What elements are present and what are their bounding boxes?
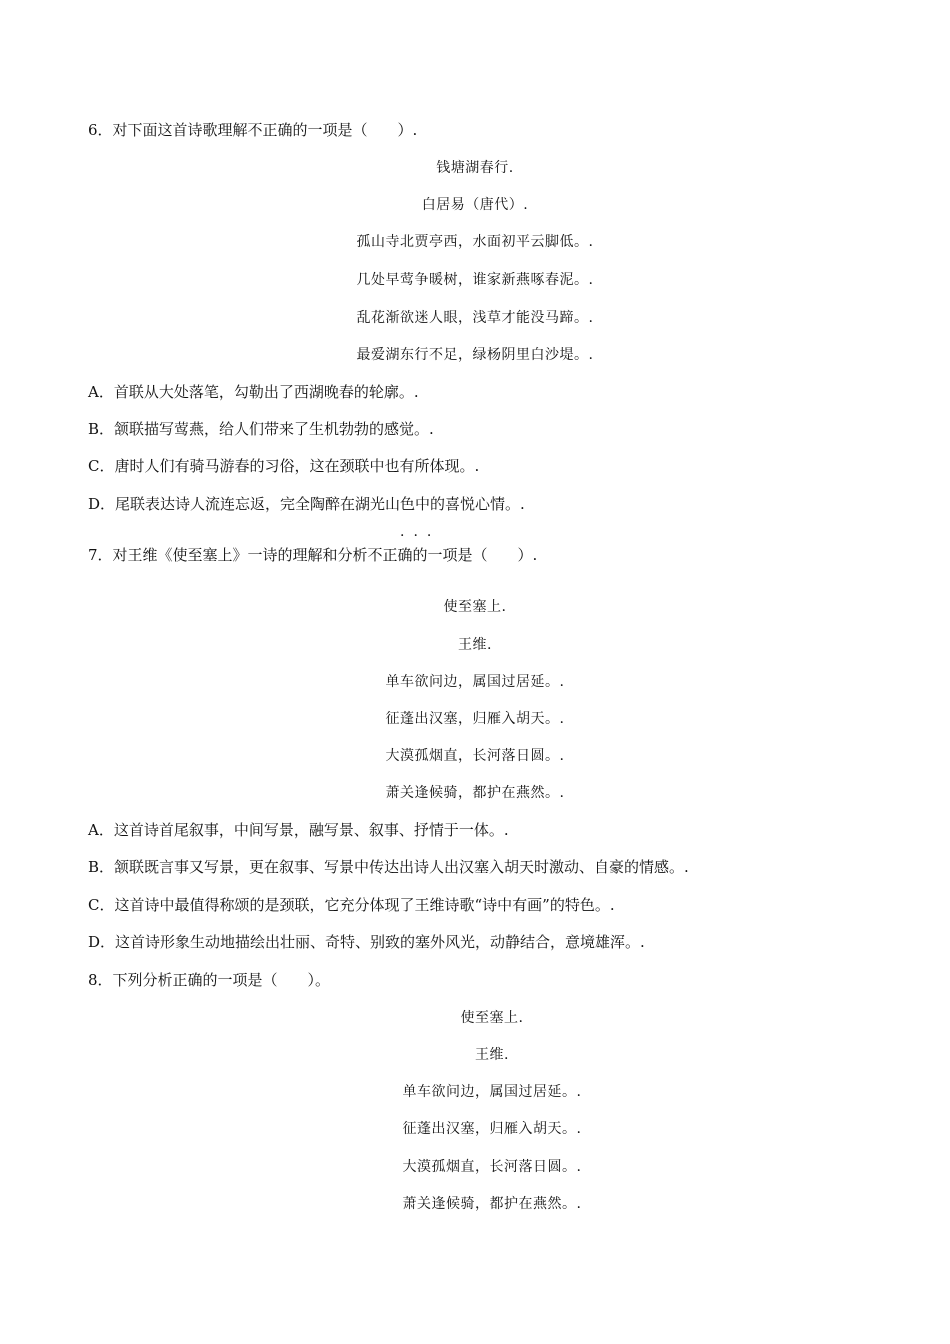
q6-poem-title: 钱塘湖春行. bbox=[436, 160, 514, 176]
q6-poem-line-2: 几处早莺争暖树，谁家新燕啄春泥。. bbox=[356, 272, 594, 288]
q6-option-a: A．首联从大处落笔，勾勒出了西湖晚春的轮廓。. bbox=[88, 383, 419, 401]
q6-poem-line-3: 乱花渐欲迷人眼，浅草才能没马蹄。. bbox=[356, 310, 594, 326]
emphasis-dots: ··· bbox=[400, 528, 441, 544]
q7-poem-line-2: 征蓬出汉塞，归雁入胡天。. bbox=[385, 711, 565, 727]
question-8-stem: 8．下列分析正确的一项是（ ）。 bbox=[88, 971, 331, 989]
q7-option-b: B．颔联既言事又写景，更在叙事、写景中传达出诗人出汉塞入胡天时激动、自豪的情感。. bbox=[88, 858, 689, 876]
q7-option-d: D．这首诗形象生动地描绘出壮丽、奇特、别致的塞外风光，动静结合，意境雄浑。. bbox=[88, 933, 645, 951]
q7-poem-line-3: 大漠孤烟直，长河落日圆。. bbox=[385, 748, 565, 764]
q7-poem-title: 使至塞上. bbox=[443, 599, 507, 615]
q8-poem-author: 王维. bbox=[475, 1047, 509, 1063]
q8-poem-line-1: 单车欲问边，属国过居延。. bbox=[402, 1084, 582, 1100]
q7-option-c: C．这首诗中最值得称颂的是颈联，它充分体现了王维诗歌“诗中有画”的特色。. bbox=[88, 896, 615, 914]
q7-poem-line-4: 萧关逢候骑，都护在燕然。. bbox=[385, 785, 565, 801]
q6-poem-author: 白居易（唐代）. bbox=[421, 197, 529, 213]
q7-option-a: A．这首诗首尾叙事，中间写景，融写景、叙事、抒情于一体。. bbox=[88, 821, 509, 839]
q7-poem-author: 王维. bbox=[458, 637, 492, 653]
q8-poem-title: 使至塞上. bbox=[460, 1010, 524, 1026]
q6-option-d: D．尾联表达诗人流连忘返，完全陶醉在湖光山色中的喜悦心情。. bbox=[88, 495, 525, 513]
q7-poem-line-1: 单车欲问边，属国过居延。. bbox=[385, 674, 565, 690]
q8-poem-line-4: 萧关逢候骑，都护在燕然。. bbox=[402, 1196, 582, 1212]
q8-poem-line-3: 大漠孤烟直，长河落日圆。. bbox=[402, 1159, 582, 1175]
q6-poem-line-4: 最爱湖东行不足，绿杨阴里白沙堤。. bbox=[356, 347, 594, 363]
q6-option-c: C．唐时人们有骑马游春的习俗，这在颈联中也有所体现。. bbox=[88, 457, 480, 475]
question-6-stem: 6．对下面这首诗歌理解不正确的一项是（ ）. bbox=[88, 121, 418, 139]
q8-poem-line-2: 征蓬出汉塞，归雁入胡天。. bbox=[402, 1121, 582, 1137]
q6-option-b: B．颔联描写莺燕，给人们带来了生机勃勃的感觉。. bbox=[88, 420, 434, 438]
question-7-stem: 7．对王维《使至塞上》一诗的理解和分析不正确的一项是（ ）. bbox=[88, 546, 538, 564]
q6-poem-line-1: 孤山寺北贾亭西，水面初平云脚低。. bbox=[356, 234, 594, 250]
